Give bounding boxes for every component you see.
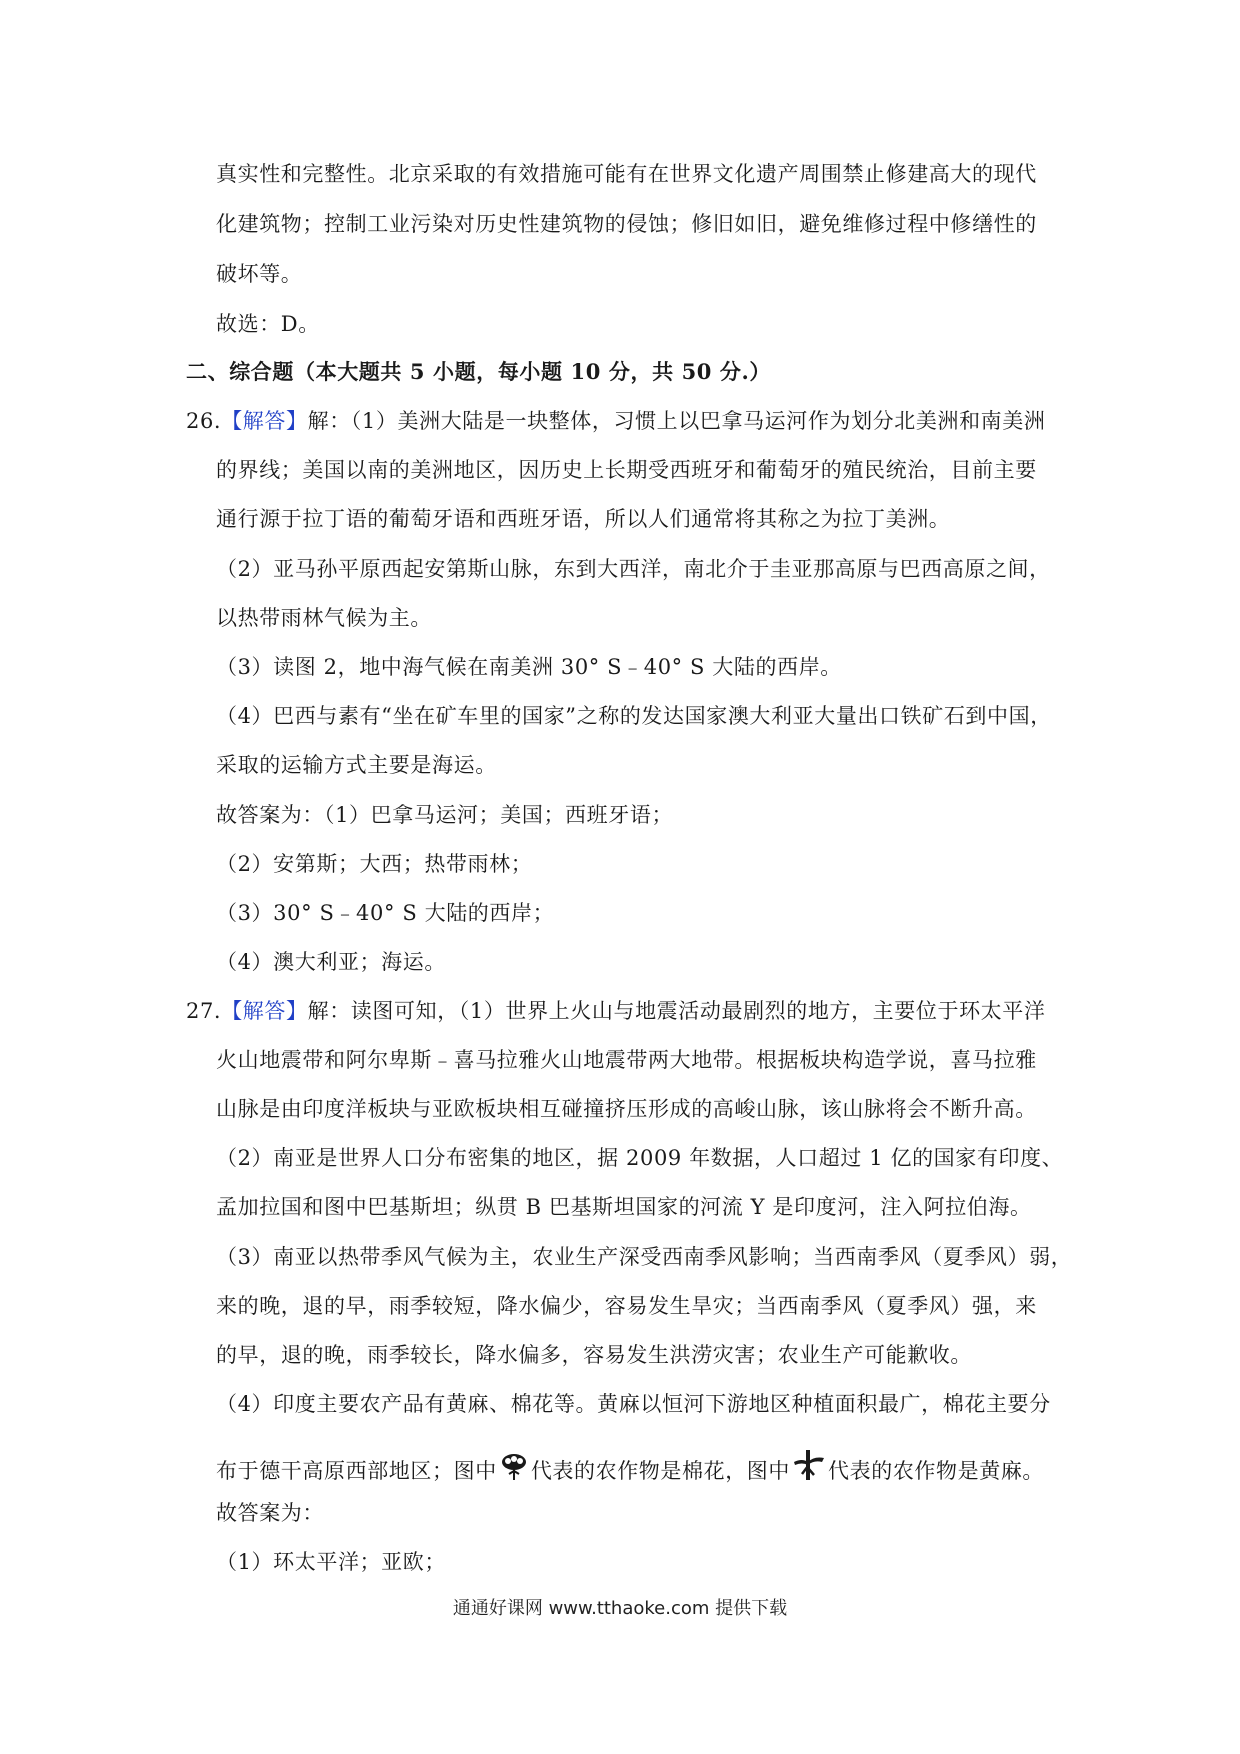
text-line: （4）澳大利亚；海运。 xyxy=(216,950,446,974)
text-line: （3）读图 2，地中海气候在南美洲 30° S﹣40° S 大陆的西岸。 xyxy=(216,655,842,679)
cotton-symbol-icon xyxy=(499,1452,529,1490)
text-line: 火山地震带和阿尔卑斯﹣喜马拉雅火山地震带两大地带。根据板块构造学说，喜马拉雅 xyxy=(216,1048,1037,1072)
text-line: 采取的运输方式主要是海运。 xyxy=(216,753,497,777)
text-line: 通行源于拉丁语的葡萄牙语和西班牙语，所以人们通常将其称之为拉丁美洲。 xyxy=(216,507,951,531)
text-line: 来的晚，退的早，雨季较短，降水偏少，容易发生旱灾；当西南季风（夏季风）强，来 xyxy=(216,1294,1037,1318)
text-fragment: 代表的农作物是棉花，图中 xyxy=(530,1459,791,1483)
answer-tag: 【解答】 xyxy=(221,999,308,1023)
answer-choice-line: 故选：D。 xyxy=(216,312,320,336)
page-footer: 通通好课网 www.tthaoke.com 提供下载 xyxy=(452,1598,788,1619)
answer-summary-line: 故答案为：（1）巴拿马运河；美国；西班牙语； xyxy=(216,803,674,827)
text-line: （2）南亚是世界人口分布密集的地区，据 2009 年数据，人口超过 1 亿的国家有印度、 xyxy=(216,1146,1064,1170)
text-line: （2）亚马孙平原西起安第斯山脉，东到大西洋，南北介于圭亚那高原与巴西高原之间， xyxy=(216,557,1051,581)
question-27-first-line xyxy=(186,996,1045,1026)
text-line: 的界线；美国以南的美洲地区，因历史上长期受西班牙和葡萄牙的殖民统治，目前主要 xyxy=(216,458,1037,482)
text-fragment: 布于德干高原西部地区；图中 xyxy=(216,1459,497,1483)
answer-tag: 【解答】 xyxy=(221,409,308,433)
text-line: 真实性和完整性。北京采取的有效措施可能有在世界文化遗产周围禁止修建高大的现代 xyxy=(216,162,1037,186)
question-26-first-line xyxy=(186,406,1045,436)
text-line: （3）30° S﹣40° S 大陆的西岸； xyxy=(216,901,555,925)
text-line-with-symbols xyxy=(216,1448,1044,1490)
text-line: （3）南亚以热带季风气候为主，农业生产深受西南季风影响；当西南季风（夏季风）弱， xyxy=(216,1245,1073,1269)
text-line: 的早，退的晚，雨季较长，降水偏多，容易发生洪涝灾害；农业生产可能歉收。 xyxy=(216,1343,972,1367)
text-line: （2）安第斯；大西；热带雨林； xyxy=(216,852,533,876)
text-line: 孟加拉国和图中巴基斯坦；纵贯 B 巴基斯坦国家的河流 Y 是印度河，注入阿拉伯海。 xyxy=(216,1195,1032,1219)
question-number: 26. xyxy=(186,409,222,433)
section-heading: 二、综合题（本大题共 5 小题，每小题 10 分，共 50 分.） xyxy=(186,359,772,384)
text-line: （4）巴西与素有“坐在矿车里的国家”之称的发达国家澳大利亚大量出口铁矿石到中国， xyxy=(216,704,1052,728)
text-line: 山脉是由印度洋板块与亚欧板块相互碰撞挤压形成的高峻山脉，该山脉将会不断升高。 xyxy=(216,1097,1037,1121)
text-line: （4）印度主要农产品有黄麻、棉花等。黄麻以恒河下游地区种植面积最广，棉花主要分 xyxy=(216,1392,1051,1416)
text-line: 化建筑物；控制工业污染对历史性建筑物的侵蚀；修旧如旧，避免维修过程中修缮性的 xyxy=(216,212,1037,236)
jute-symbol-icon xyxy=(792,1448,826,1490)
question-number: 27. xyxy=(186,999,222,1023)
text-line: 以热带雨林气候为主。 xyxy=(216,606,432,630)
answer-text: 解：（1）美洲大陆是一块整体，习惯上以巴拿马运河作为划分北美洲和南美洲 xyxy=(307,409,1046,433)
text-line: （1）环太平洋；亚欧； xyxy=(216,1550,446,1574)
text-line: 破坏等。 xyxy=(216,262,303,286)
answer-text: 解：读图可知，（1）世界上火山与地震活动最剧烈的地方，主要位于环太平洋 xyxy=(307,999,1046,1023)
answer-summary-line: 故答案为： xyxy=(216,1501,324,1525)
text-fragment: 代表的农作物是黄麻。 xyxy=(828,1459,1045,1483)
